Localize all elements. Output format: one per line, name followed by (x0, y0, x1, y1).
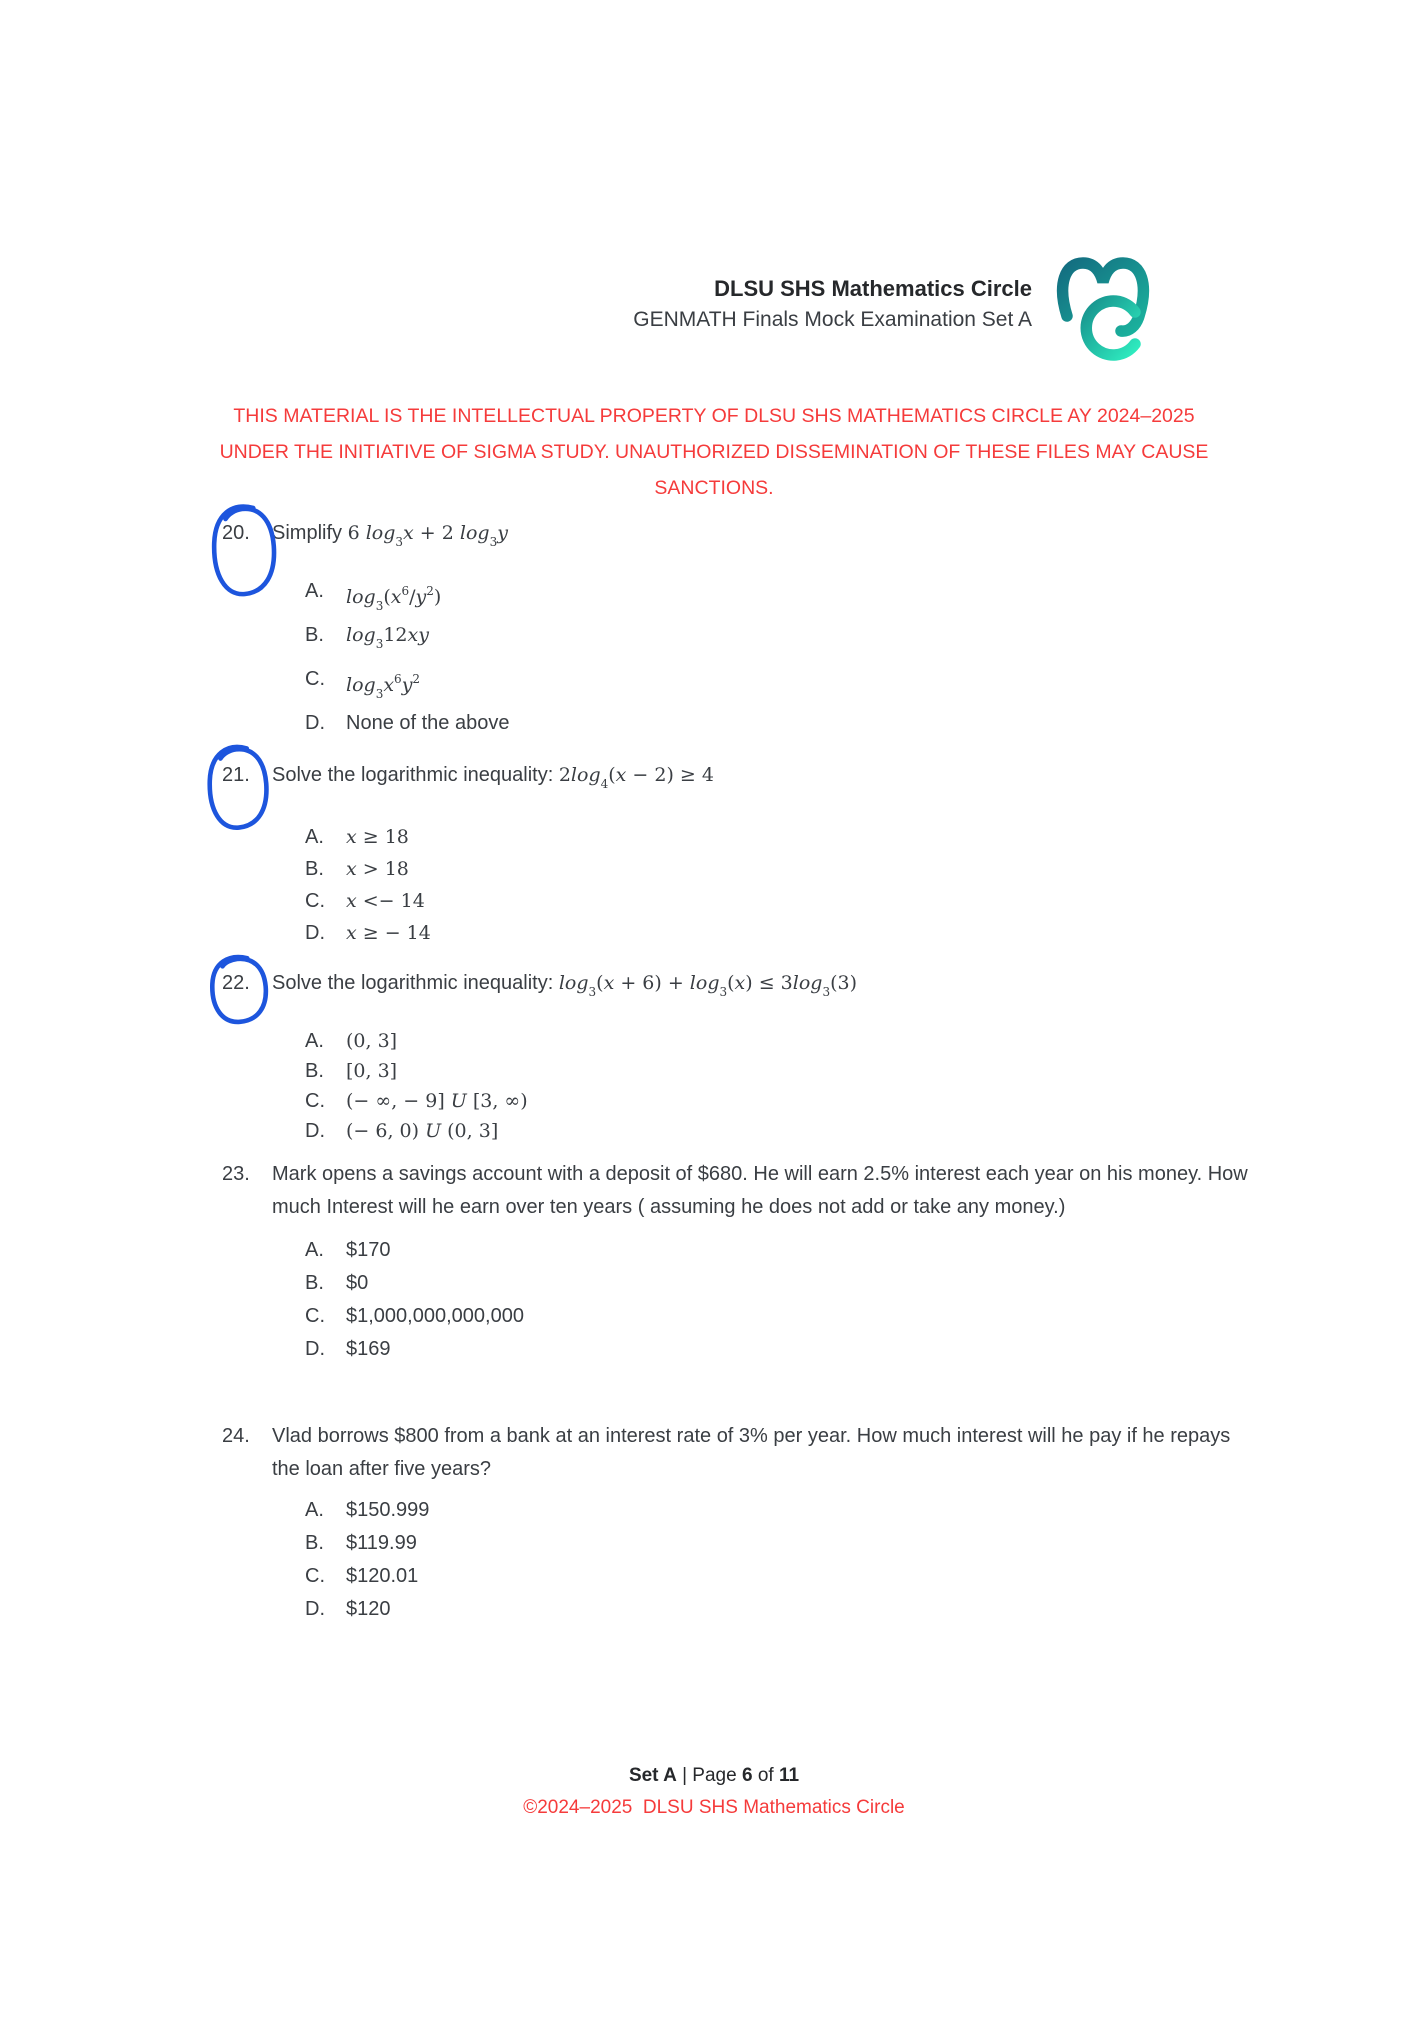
question-prompt: Simplify 6 $\log_3x + 2$ $\log_3y$ (272, 522, 508, 549)
option-text: [0, 3] (346, 1060, 398, 1082)
question-prompt: Solve the logarithmic inequality: $2\log_4(x - 2) \ge 4$ (272, 764, 714, 791)
option-text: $\log_3(x^6/y^2)$ (346, 584, 442, 613)
question-number: 21. (222, 764, 250, 786)
option-text: x ≥ 18 (346, 826, 409, 848)
option-letter: A. (305, 1030, 324, 1052)
option-text: (− ∞, − 9] U [3, ∞) (346, 1090, 528, 1112)
option-row (305, 1529, 1262, 1562)
option-text: (0, 3] (346, 1030, 398, 1052)
option-text: $150.999 (346, 1499, 430, 1521)
option-letter: A. (305, 580, 324, 602)
option-text: x <− 14 (346, 890, 425, 912)
option-row (305, 621, 1262, 665)
option-letter: B. (305, 1060, 324, 1082)
option-letter: C. (305, 890, 325, 912)
option-letter: A. (305, 826, 324, 848)
option-text: $1,000,000,000,000 (346, 1305, 524, 1327)
question-24 (222, 1420, 1262, 1628)
notice-line: THIS MATERIAL IS THE INTELLECTUAL PROPERTY OF DLSU SHS MATHEMATICS CIRCLE AY 2024–2025 (233, 405, 1195, 427)
option-row (305, 1269, 1262, 1302)
option-letter: B. (305, 624, 324, 646)
option-row (305, 887, 1262, 919)
mc-monogram-logo-icon (1052, 252, 1156, 374)
option-letter: B. (305, 858, 324, 880)
option-letter: A. (305, 1239, 324, 1261)
option-text: $0 (346, 1272, 369, 1294)
hand-drawn-circle-icon (202, 742, 274, 834)
option-text: $120.01 (346, 1565, 419, 1587)
option-row (305, 1302, 1262, 1335)
option-text: $119.99 (346, 1532, 417, 1554)
option-letter: C. (305, 1305, 325, 1327)
option-row (305, 1236, 1262, 1269)
option-letter: D. (305, 1338, 325, 1360)
option-letter: B. (305, 1532, 324, 1554)
option-letter: B. (305, 1272, 324, 1294)
option-row (305, 1562, 1262, 1595)
notice-line: UNDER THE INITIATIVE OF SIGMA STUDY. UNAUTHORIZED DISSEMINATION OF THESE FILES MAY CAUSE (219, 441, 1209, 463)
option-row (305, 1117, 1262, 1147)
option-letter: C. (305, 668, 325, 690)
option-letter: A. (305, 1499, 324, 1521)
option-row (305, 1595, 1262, 1628)
option-text: $\log_312xy$ (346, 624, 429, 651)
question-prompt: Solve the logarithmic inequality: $\log_3(x + 6) + \log_3(x) \le 3\log_3(3)$ (272, 972, 858, 999)
option-row (305, 577, 1262, 621)
option-text: x ≥ − 14 (346, 922, 431, 944)
option-letter: D. (305, 1120, 325, 1142)
question-22 (222, 968, 1262, 1147)
option-text: x > 18 (346, 858, 409, 880)
notice-line: SANCTIONS. (654, 477, 774, 499)
option-letter: D. (305, 922, 325, 944)
question-20 (222, 518, 1262, 753)
document-header (633, 274, 1032, 336)
option-letter: C. (305, 1565, 325, 1587)
option-row (305, 1027, 1262, 1057)
page-number-line: Set A | Page 6 of 11 (628, 1765, 800, 1786)
option-row (305, 1335, 1262, 1368)
question-number: 22. (222, 972, 250, 994)
option-row (305, 855, 1262, 887)
option-text: $120 (346, 1598, 391, 1620)
option-text: $170 (346, 1239, 391, 1261)
option-row (305, 919, 1262, 951)
option-text: $169 (346, 1338, 391, 1360)
option-letter: C. (305, 1090, 325, 1112)
question-number: 23. (222, 1163, 250, 1185)
exam-subtitle: GENMATH Finals Mock Examination Set A (633, 308, 1032, 331)
question-number: 24. (222, 1425, 250, 1447)
option-row (305, 1496, 1262, 1529)
question-number: 20. (222, 522, 250, 544)
question-prompt: Mark opens a savings account with a deposit of $680. He will earn 2.5% interest each year on his money. How much Interest will he earn over ten years ( assuming he does not add or take any money.) (272, 1163, 1248, 1218)
option-letter: D. (305, 712, 325, 734)
option-text: (− 6, 0) U (0, 3] (346, 1120, 499, 1142)
copyright-line: ©2024–2025 DLSU SHS Mathematics Circle (523, 1797, 905, 1818)
option-letter: D. (305, 1598, 325, 1620)
option-text: None of the above (346, 712, 510, 734)
question-prompt: Vlad borrows $800 from a bank at an interest rate of 3% per year. How much interest will he pay if he repays the loan after five years? (272, 1425, 1231, 1480)
option-row (305, 1057, 1262, 1087)
option-row (305, 1087, 1262, 1117)
option-row (305, 665, 1262, 709)
option-row (305, 709, 1262, 753)
org-title: DLSU SHS Mathematics Circle (714, 276, 1032, 301)
option-row (305, 823, 1262, 855)
option-text: $\log_3x^6y^2$ (346, 672, 421, 701)
question-21 (222, 760, 1262, 951)
ip-warning-notice (0, 398, 1428, 506)
question-23 (222, 1158, 1262, 1368)
